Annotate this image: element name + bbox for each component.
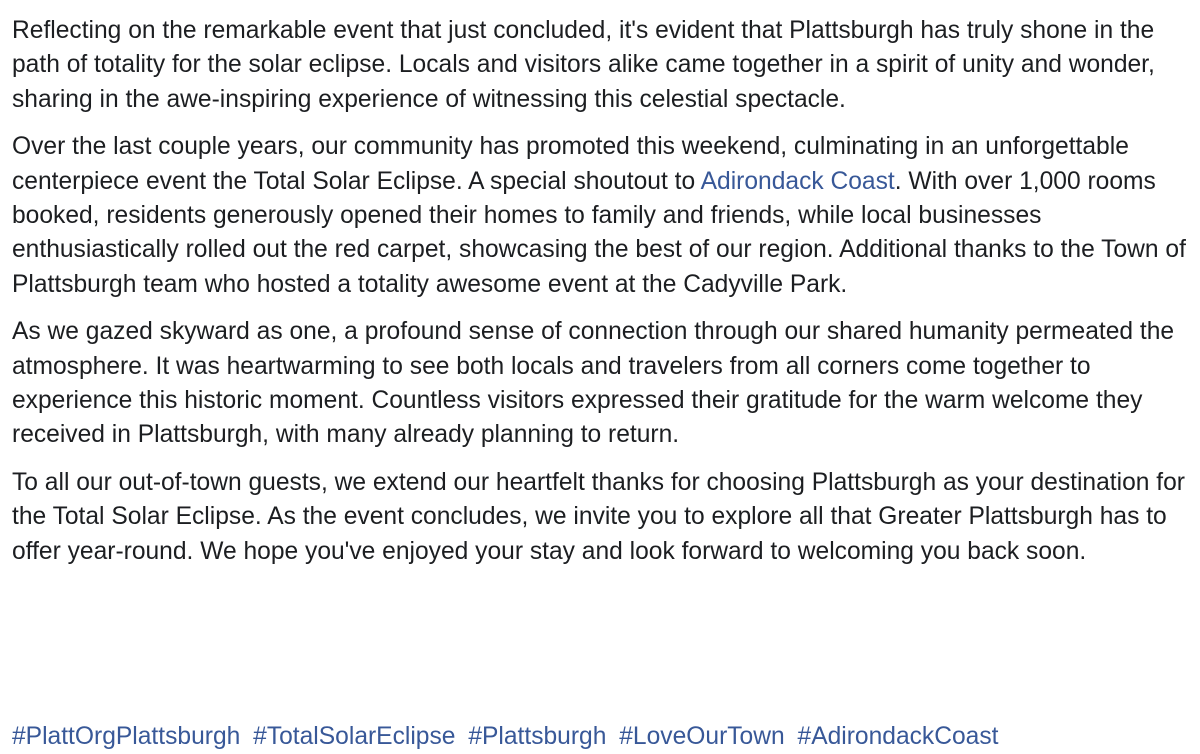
post-paragraph-3: As we gazed skyward as one, a profound sense of connection through our shared humanity permeated the atmosphere. It was heartwarming to see both locals and travelers from all corners come together to experience this historic moment. Countless visitors expressed their gratitude for the warm welcome they received in Plattsburgh, with many already planning to return. [12, 318, 1175, 449]
post-paragraph-2 [12, 130, 1188, 302]
hashtag-link[interactable]: #PlattOrgPlattsburgh [12, 723, 241, 750]
hashtag-link[interactable]: #AdirondackCoast [797, 723, 999, 750]
adirondack-coast-link[interactable]: Adirondack Coast [700, 167, 895, 195]
post-paragraph-4: To all our out-of-town guests, we extend our heartfelt thanks for choosing Plattsburgh as your destination for the Total Solar Eclipse. As the event concludes, we invite you to explore all that Greater Plattsburgh has to offer year-round. We hope you've enjoyed your stay and look forward to welcoming you back soon. [12, 468, 1185, 565]
post-paragraph-2-text-after: . With over 1,000 rooms booked, residents generously opened their homes to family and friends, while local businesses enthusiastically rolled out the red carpet, showcasing the best of our region. Additional thanks to the Town of Plattsburgh team who hosted a totality awesome event at the Cadyville Park. [12, 167, 1186, 298]
post-paragraph-2-text-before: Over the last couple years, our community has promoted this weekend, culminating in an unforgettable centerpiece event the Total Solar Eclipse. A special shoutout to [12, 133, 1129, 195]
post-paragraph-1: Reflecting on the remarkable event that just concluded, it's evident that Plattsburgh has truly shone in the path of totality for the solar eclipse. Locals and visitors alike came together in a spirit of unity and wonder, sharing in the awe-inspiring experience of witnessing this celestial spectacle. [12, 17, 1155, 113]
hashtag-link[interactable]: #LoveOurTown [619, 723, 785, 750]
hashtag-row [12, 720, 1188, 754]
post-body [12, 14, 1188, 582]
hashtag-link[interactable]: #Plattsburgh [468, 723, 607, 750]
hashtag-link[interactable]: #TotalSolarEclipse [253, 723, 456, 750]
